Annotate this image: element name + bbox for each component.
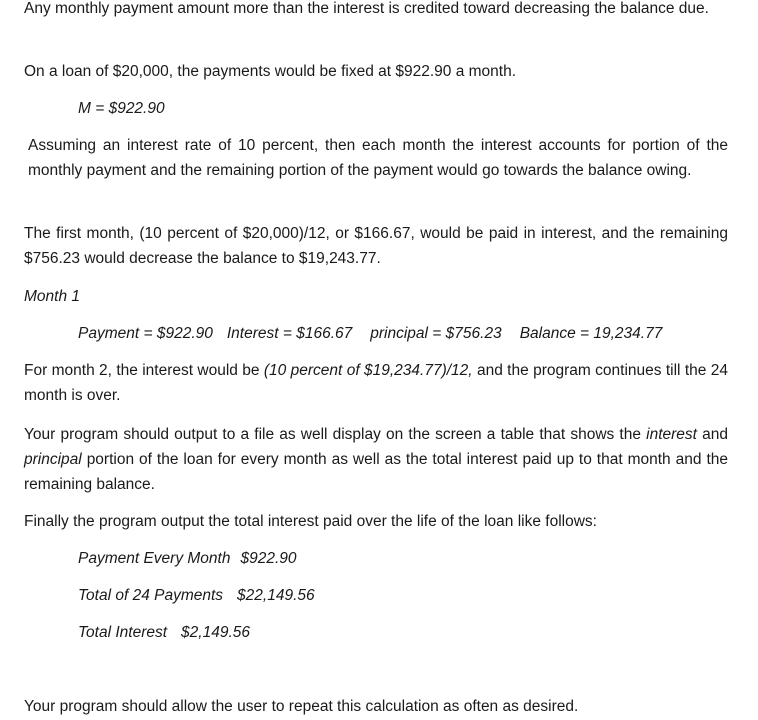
output-term-principal: principal [24,451,82,468]
summary-total-value: $22,149.56 [237,587,315,604]
month-2-formula: (10 percent of $19,234.77)/12, [263,362,473,379]
summary-total-label: Total of 24 Payments [78,587,224,604]
paragraph-final-output: Finally the program output the total interest paid over the life of the loan like follows: [24,513,597,530]
formula-monthly-payment: M = $922.90 [78,100,165,117]
month-2-text-c: and the program continues till the 24 month is over. [24,362,729,404]
month-1-principal: principal = $756.23 [370,325,502,342]
paragraph-loan-amount: On a loan of $20,000, the payments would be fixed at $922.90 a month. [24,63,517,80]
month-1-balance: Balance = 19,234.77 [519,325,663,342]
summary-payment-line [78,546,758,571]
output-text-a: Your program should output to a file as well display on the screen a table that shows the [24,426,647,443]
summary-interest-label: Total Interest [78,624,168,641]
paragraph-month-2 [24,358,728,408]
paragraph-first-month: The first month, (10 percent of $20,000)/12, or $166.67, would be paid in interest, and the remaining $756.23 would decrease the balance to $19,243.77. [24,225,728,267]
summary-interest-value: $2,149.56 [181,624,251,641]
output-term-interest: interest [646,426,697,443]
output-text-e: portion of the loan for every month as well as the total interest paid up to that month and the remaining balance. [24,451,728,493]
paragraph-credit-rule: Any monthly payment amount more than the interest is credited toward decreasing the balance due. [24,0,709,17]
output-text-c: and [696,426,728,443]
summary-interest-line [78,620,758,645]
month-1-payment: Payment = $922.90 [78,325,213,342]
summary-payment-value: $922.90 [240,550,297,567]
month-1-breakdown [78,321,758,346]
paragraph-output-table [24,422,728,497]
summary-payment-label: Payment Every Month [78,550,231,567]
month-1-interest: Interest = $166.67 [226,325,353,342]
paragraph-interest-rate: Assuming an interest rate of 10 percent, then each month the interest accounts for portion of the monthly payment and the remaining portion of the payment would go towards the balance owing. [28,137,728,179]
month-2-text-a: For month 2, the interest would be [24,362,264,379]
summary-total-line [78,583,758,608]
paragraph-repeat: Your program should allow the user to repeat this calculation as often as desired. [24,698,579,715]
month-1-label: Month 1 [24,288,81,305]
